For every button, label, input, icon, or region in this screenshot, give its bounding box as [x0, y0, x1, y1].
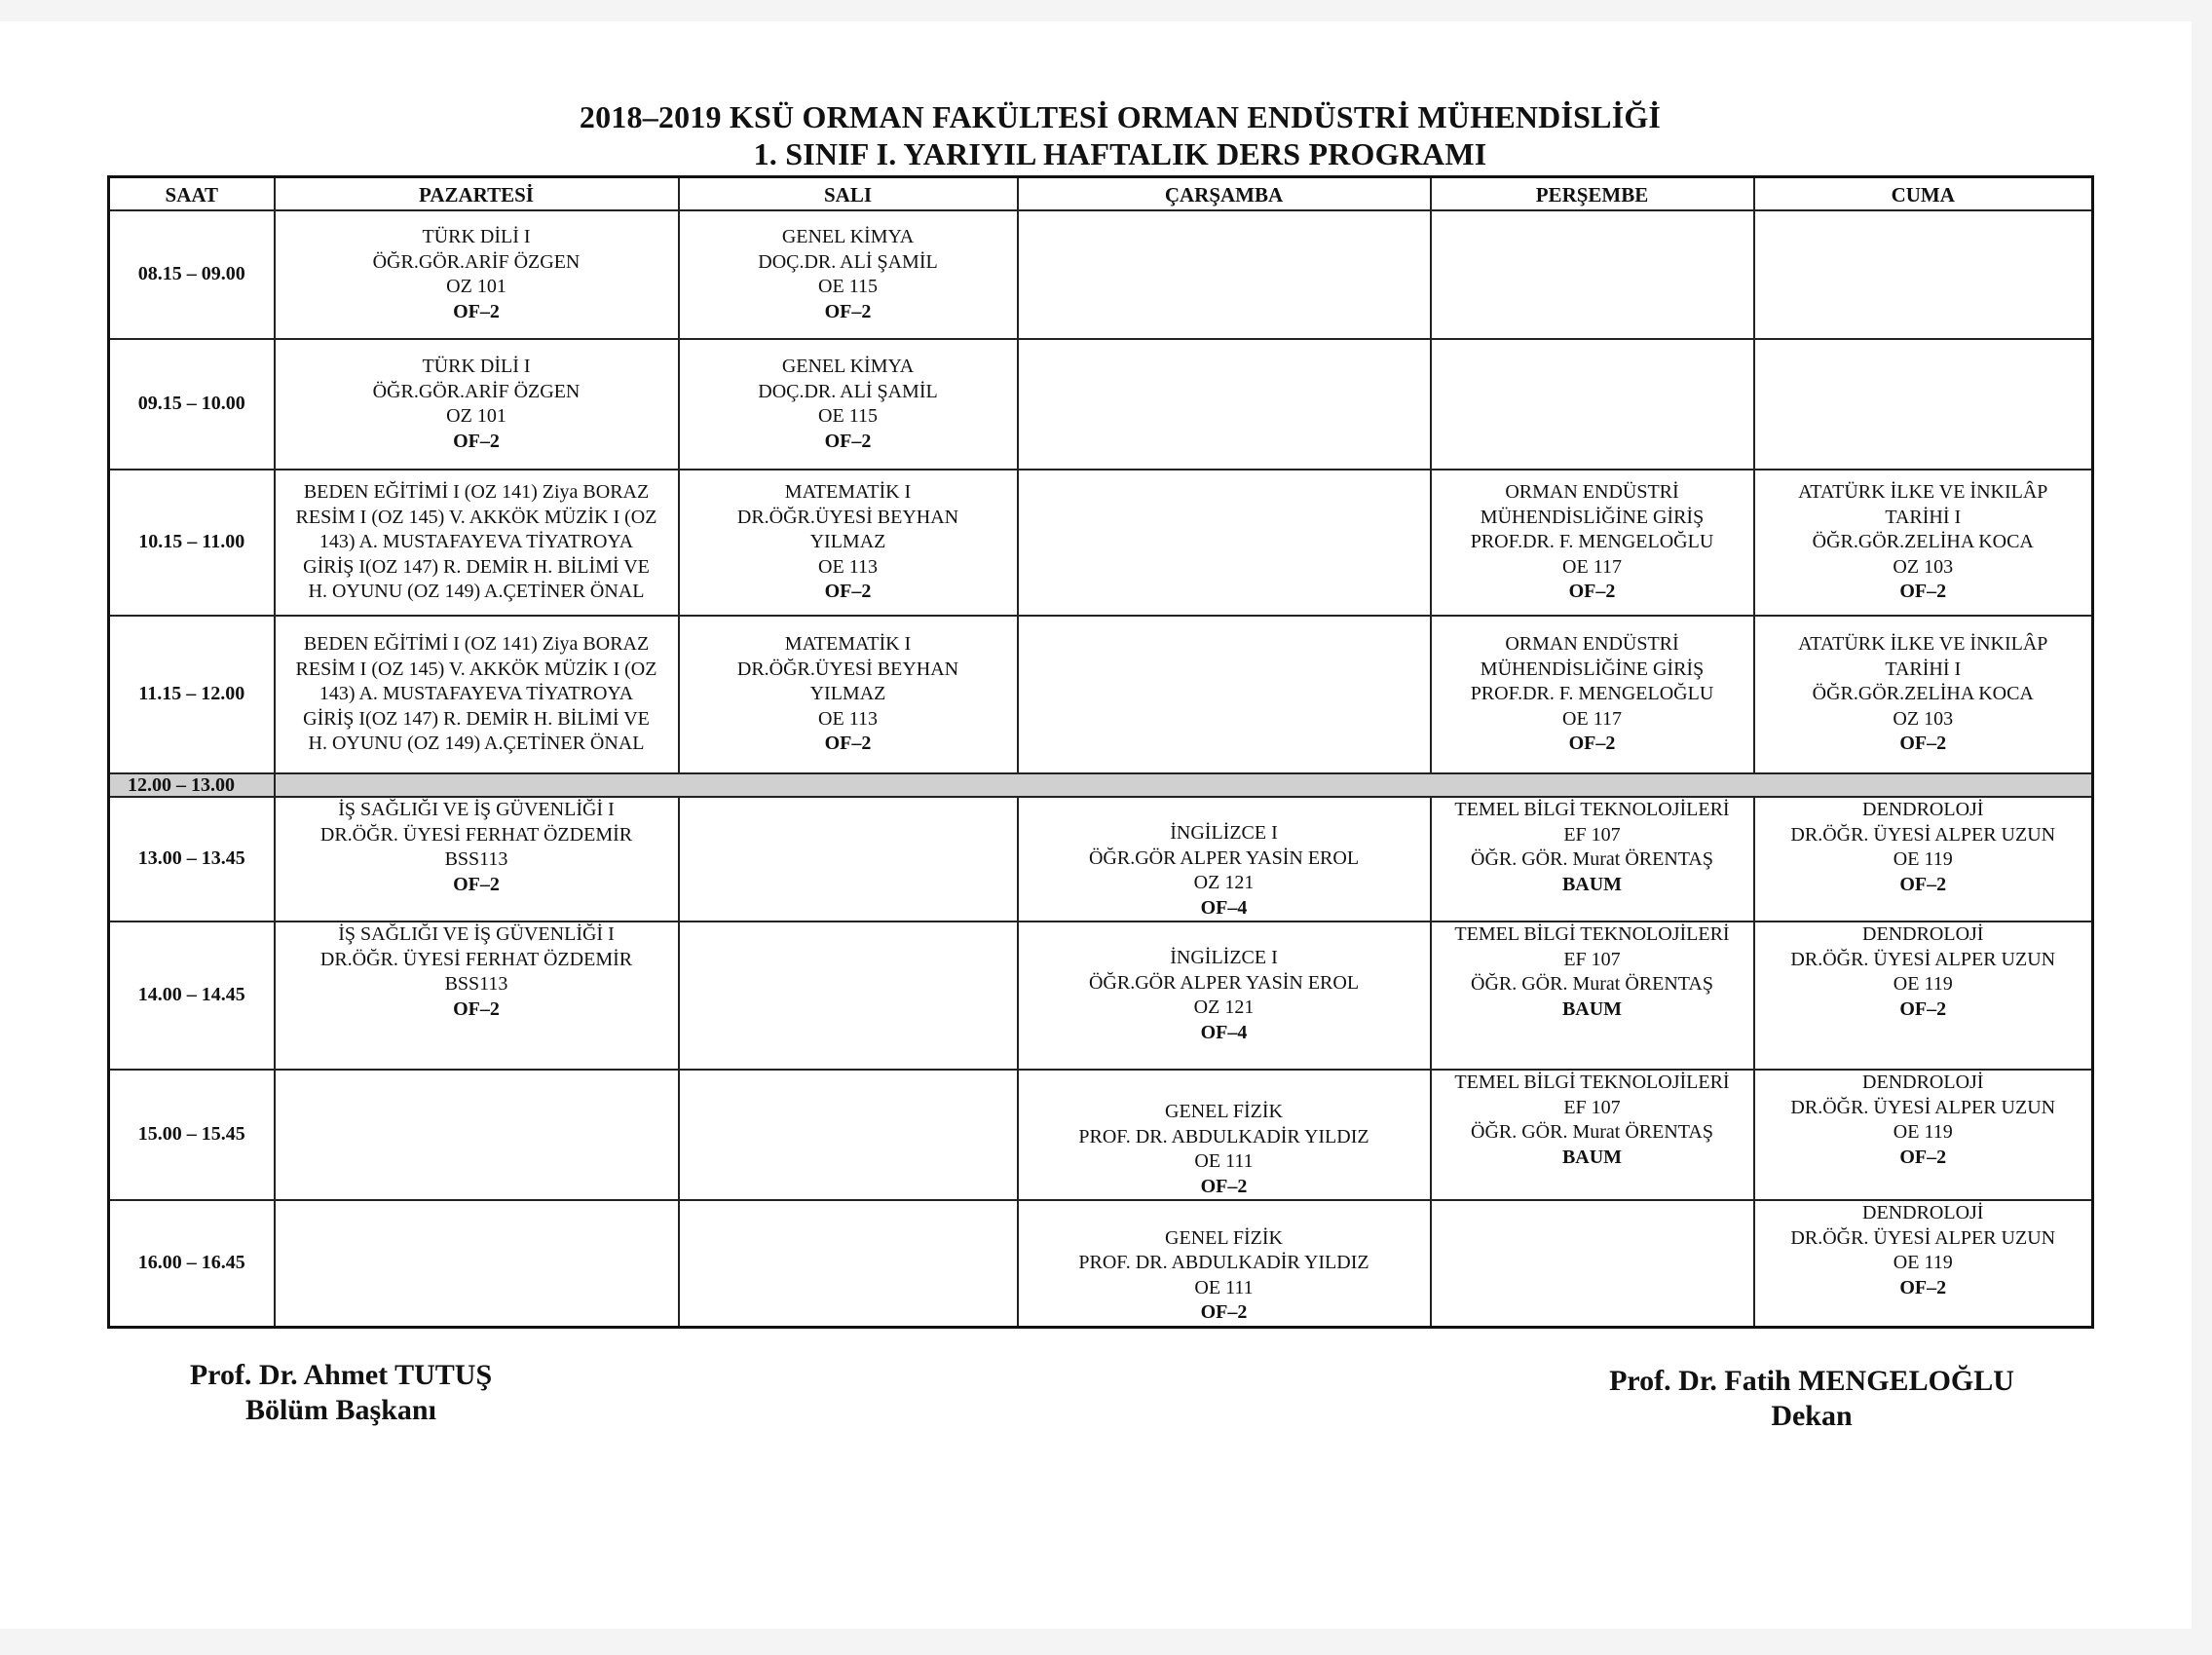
header-saat: SAAT: [109, 177, 275, 211]
course-instructor: DR.ÖĞR. ÜYESİ ALPER UZUN: [1790, 823, 2056, 846]
course-name: TARİHİ I: [1885, 658, 1962, 680]
course-cell: [275, 339, 679, 470]
table-row: [109, 470, 2093, 616]
course-room: OZ 103: [1893, 707, 1954, 730]
empty-cell: [1431, 1200, 1754, 1327]
course-room: OZ 103: [1893, 555, 1954, 578]
course-name: TÜRK DİLİ I: [422, 226, 531, 247]
course-line: H. OYUNU (OZ 149) A.ÇETİNER ÖNAL: [308, 581, 645, 603]
signature-role: Dekan: [1771, 1400, 1853, 1432]
time-slot: 15.00 – 15.45: [109, 1070, 275, 1200]
course-cell: [1754, 616, 2093, 773]
header-sali: SALI: [679, 177, 1018, 211]
empty-cell: [1754, 210, 2093, 339]
course-cell: [275, 210, 679, 339]
course-cell: [275, 616, 679, 773]
table-row: [109, 1200, 2093, 1327]
course-room: OE 119: [1893, 1252, 1953, 1273]
course-instructor: DOÇ.DR. ALİ ŞAMİL: [758, 380, 938, 402]
empty-cell: [679, 797, 1018, 922]
empty-cell: [1018, 616, 1431, 773]
course-room: OE 115: [818, 276, 878, 297]
course-name: DENDROLOJİ: [1862, 923, 1984, 945]
course-group: OF–2: [453, 430, 500, 452]
course-room: OZ 101: [446, 276, 506, 297]
course-cell: [1431, 1070, 1754, 1200]
course-instructor: ÖĞR.GÖR ALPER YASİN EROL: [1088, 846, 1360, 869]
course-instructor: DR.ÖĞR. ÜYESİ ALPER UZUN: [1790, 1226, 2056, 1249]
course-room: EF 107: [1563, 948, 1621, 970]
document-title-line2: 1. SINIF I. YARIYIL HAFTALIK DERS PROGRAMI: [753, 136, 1487, 171]
course-cell: [1431, 797, 1754, 922]
course-group: OF–2: [1899, 733, 1947, 755]
empty-cell: [1018, 339, 1431, 470]
course-name: TÜRK DİLİ I: [422, 356, 531, 377]
course-cell: [1754, 470, 2093, 616]
signature-block-department-head: [146, 1358, 536, 1428]
course-instructor: PROF.DR. F. MENGELOĞLU: [1470, 683, 1714, 705]
course-instructor: ÖĞR. GÖR. Murat ÖRENTAŞ: [1471, 1121, 1713, 1143]
time-slot: 13.00 – 13.45: [109, 797, 275, 922]
course-cell: [679, 210, 1018, 339]
empty-cell: [679, 922, 1018, 1070]
time-slot: 11.15 – 12.00: [109, 616, 275, 773]
document-title-line1: 2018–2019 KSÜ ORMAN FAKÜLTESİ ORMAN ENDÜSTRİ MÜHENDİSLİĞİ: [579, 99, 1662, 134]
course-group: OF–2: [824, 581, 872, 603]
course-cell: [1431, 470, 1754, 616]
course-instructor: DR.ÖĞR.ÜYESİ BEYHAN: [736, 658, 959, 680]
course-instructor: ÖĞR.GÖR.ARİF ÖZGEN: [372, 250, 581, 273]
course-room: EF 107: [1563, 823, 1621, 846]
course-name: MATEMATİK I: [784, 633, 912, 656]
course-group: OF–2: [453, 873, 500, 895]
course-group: OF–2: [1899, 873, 1947, 895]
course-room: OZ 121: [1193, 997, 1255, 1018]
course-line: 143) A. MUSTAFAYEVA TİYATROYA: [319, 531, 634, 553]
course-instructor: YILMAZ: [809, 531, 886, 553]
course-cell: [1018, 1200, 1431, 1327]
course-group: BAUM: [1561, 1146, 1623, 1168]
course-instructor: YILMAZ: [809, 683, 886, 705]
course-line: RESİM I (OZ 145) V. AKKÖK MÜZİK I (OZ: [295, 506, 657, 528]
empty-cell: [1018, 470, 1431, 616]
course-group: OF–2: [453, 997, 500, 1020]
course-room: EF 107: [1563, 1096, 1621, 1118]
course-cell: [1018, 1070, 1431, 1200]
course-room: OE 119: [1893, 1121, 1953, 1143]
course-name: ATATÜRK İLKE VE İNKILÂP: [1798, 481, 2048, 504]
course-group: OF–2: [1200, 1175, 1248, 1197]
course-group: OF–2: [1899, 1276, 1947, 1298]
course-name: DENDROLOJİ: [1862, 1202, 1984, 1223]
course-name: MÜHENDİSLİĞİNE GİRİŞ: [1480, 658, 1705, 680]
course-room: OE 119: [1893, 973, 1953, 995]
course-instructor: DOÇ.DR. ALİ ŞAMİL: [758, 250, 938, 273]
course-group: OF–2: [1899, 997, 1947, 1020]
course-instructor: ÖĞR.GÖR.ARİF ÖZGEN: [372, 380, 581, 402]
time-slot-lunch: 12.00 – 13.00: [109, 773, 275, 797]
course-cell: [1431, 616, 1754, 773]
course-cell: [679, 616, 1018, 773]
course-line: GİRİŞ I(OZ 147) R. DEMİR H. BİLİMİ VE: [303, 707, 650, 730]
course-cell: [275, 797, 679, 922]
course-group: OF–4: [1200, 1021, 1248, 1043]
course-cell: [1754, 1200, 2093, 1327]
signature-name: Prof. Dr. Fatih MENGELOĞLU: [1609, 1365, 2014, 1397]
course-instructor: ÖĞR.GÖR ALPER YASİN EROL: [1088, 971, 1360, 994]
course-group: OF–2: [453, 300, 500, 322]
course-cell: [275, 470, 679, 616]
course-cell: [679, 470, 1018, 616]
course-room: BSS113: [444, 973, 508, 995]
course-instructor: DR.ÖĞR.ÜYESİ BEYHAN: [736, 506, 959, 528]
signature-role: Bölüm Başkanı: [245, 1394, 436, 1426]
empty-cell: [275, 1070, 679, 1200]
table-row: [109, 1070, 2093, 1200]
course-name: MÜHENDİSLİĞİNE GİRİŞ: [1480, 506, 1705, 528]
header-persembe: PERŞEMBE: [1431, 177, 1754, 211]
course-instructor: DR.ÖĞR. ÜYESİ ALPER UZUN: [1790, 1096, 2056, 1118]
course-room: OE 117: [1562, 555, 1622, 578]
course-room: OE 111: [1194, 1150, 1254, 1172]
course-room: BSS113: [444, 848, 508, 870]
empty-cell: [679, 1200, 1018, 1327]
course-name: ORMAN ENDÜSTRİ: [1505, 633, 1679, 656]
empty-cell: [679, 1070, 1018, 1200]
course-cell: [1754, 797, 2093, 922]
table-row: [109, 210, 2093, 339]
empty-cell: [1018, 210, 1431, 339]
course-group: OF–2: [1568, 581, 1616, 603]
course-room: OZ 121: [1193, 872, 1255, 893]
course-room: OE 117: [1562, 707, 1622, 730]
course-group: OF–4: [1200, 896, 1248, 919]
course-name: GENEL KİMYA: [781, 356, 915, 377]
course-room: OE 119: [1893, 848, 1953, 870]
table-row: [109, 616, 2093, 773]
time-slot: 09.15 – 10.00: [109, 339, 275, 470]
course-name: İŞ SAĞLIĞI VE İŞ GÜVENLİĞİ I: [338, 799, 615, 820]
empty-cell: [1431, 210, 1754, 339]
course-instructor: PROF. DR. ABDULKADİR YILDIZ: [1078, 1125, 1369, 1147]
course-group: BAUM: [1561, 997, 1623, 1020]
course-room: OE 111: [1194, 1276, 1254, 1298]
course-group: OF–2: [824, 430, 872, 452]
table-row: [109, 339, 2093, 470]
course-group: OF–2: [824, 300, 872, 322]
header-carsamba: ÇARŞAMBA: [1018, 177, 1431, 211]
time-slot: 14.00 – 14.45: [109, 922, 275, 1070]
course-line: BEDEN EĞİTİMİ I (OZ 141) Ziya BORAZ: [303, 481, 650, 504]
course-name: DENDROLOJİ: [1862, 799, 1984, 820]
course-cell: [1018, 922, 1431, 1070]
course-instructor: ÖĞR.GÖR.ZELİHA KOCA: [1812, 683, 2034, 705]
course-instructor: ÖĞR.GÖR.ZELİHA KOCA: [1812, 531, 2034, 553]
course-group: OF–2: [824, 733, 872, 755]
time-slot: 16.00 – 16.45: [109, 1200, 275, 1327]
signature-block-dean: [1519, 1364, 2104, 1434]
course-line: 143) A. MUSTAFAYEVA TİYATROYA: [319, 683, 634, 705]
course-room: OE 113: [818, 707, 878, 730]
course-cell: [1431, 922, 1754, 1070]
course-name: MATEMATİK I: [784, 481, 912, 504]
course-line: RESİM I (OZ 145) V. AKKÖK MÜZİK I (OZ: [295, 658, 657, 680]
course-cell: [275, 922, 679, 1070]
course-name: GENEL FİZİK: [1165, 1226, 1283, 1249]
course-name: İNGİLİZCE I: [1170, 947, 1278, 968]
course-instructor: ÖĞR. GÖR. Murat ÖRENTAŞ: [1471, 973, 1713, 995]
course-name: TEMEL BİLGİ TEKNOLOJİLERİ: [1454, 799, 1730, 820]
empty-cell: [1754, 339, 2093, 470]
lunch-row: [109, 773, 2093, 797]
table-row: [109, 922, 2093, 1070]
course-instructor: PROF.DR. F. MENGELOĞLU: [1470, 531, 1714, 553]
course-line: H. OYUNU (OZ 149) A.ÇETİNER ÖNAL: [308, 733, 645, 755]
course-name: TARİHİ I: [1885, 506, 1962, 528]
course-instructor: DR.ÖĞR. ÜYESİ ALPER UZUN: [1790, 948, 2056, 970]
course-instructor: DR.ÖĞR. ÜYESİ FERHAT ÖZDEMİR: [319, 948, 633, 970]
course-name: TEMEL BİLGİ TEKNOLOJİLERİ: [1454, 923, 1730, 945]
course-name: GENEL FİZİK: [1165, 1101, 1283, 1122]
course-name: TEMEL BİLGİ TEKNOLOJİLERİ: [1454, 1072, 1730, 1093]
course-instructor: ÖĞR. GÖR. Murat ÖRENTAŞ: [1471, 848, 1713, 870]
course-room: OZ 101: [446, 405, 506, 427]
header-cuma: CUMA: [1754, 177, 2093, 211]
weekly-schedule-table: [107, 175, 2094, 1329]
course-line: BEDEN EĞİTİMİ I (OZ 141) Ziya BORAZ: [303, 633, 650, 656]
course-instructor: DR.ÖĞR. ÜYESİ FERHAT ÖZDEMİR: [319, 823, 633, 846]
course-room: OE 115: [818, 405, 878, 427]
header-row: [109, 177, 2093, 211]
course-cell: [679, 339, 1018, 470]
course-line: GİRİŞ I(OZ 147) R. DEMİR H. BİLİMİ VE: [303, 555, 650, 578]
course-group: OF–2: [1568, 733, 1616, 755]
course-cell: [1018, 797, 1431, 922]
lunch-break-cell: [275, 773, 2093, 797]
course-room: OE 113: [818, 555, 878, 578]
course-group: BAUM: [1561, 873, 1623, 895]
course-name: İNGİLİZCE I: [1170, 822, 1278, 844]
course-name: ATATÜRK İLKE VE İNKILÂP: [1798, 633, 2048, 656]
course-cell: [1754, 922, 2093, 1070]
course-name: ORMAN ENDÜSTRİ: [1505, 481, 1679, 504]
course-cell: [1754, 1070, 2093, 1200]
time-slot: 10.15 – 11.00: [109, 470, 275, 616]
time-slot: 08.15 – 09.00: [109, 210, 275, 339]
course-name: İŞ SAĞLIĞI VE İŞ GÜVENLİĞİ I: [338, 923, 615, 945]
empty-cell: [1431, 339, 1754, 470]
course-name: GENEL KİMYA: [781, 226, 915, 247]
signature-name: Prof. Dr. Ahmet TUTUŞ: [189, 1359, 493, 1391]
course-instructor: PROF. DR. ABDULKADİR YILDIZ: [1078, 1252, 1369, 1273]
table-row: [109, 797, 2093, 922]
course-group: OF–2: [1899, 581, 1947, 603]
course-name: DENDROLOJİ: [1862, 1072, 1984, 1093]
empty-cell: [275, 1200, 679, 1327]
header-pazartesi: PAZARTESİ: [275, 177, 679, 211]
course-group: OF–2: [1899, 1146, 1947, 1168]
course-group: OF–2: [1200, 1301, 1248, 1323]
